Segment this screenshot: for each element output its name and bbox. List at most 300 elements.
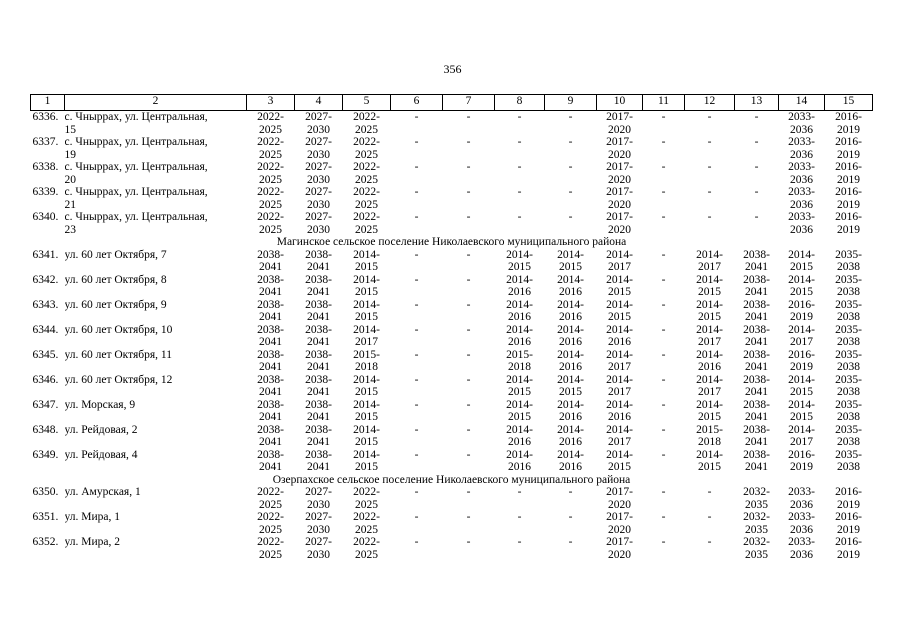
period-start: - xyxy=(466,348,471,361)
period-cell xyxy=(495,111,545,137)
period-start: 2014- xyxy=(506,248,533,261)
header-cell: 11 xyxy=(643,95,685,111)
period-cell xyxy=(735,424,779,449)
period-start: - xyxy=(661,298,666,311)
period-cell xyxy=(295,449,343,474)
period-start: 2014- xyxy=(353,323,380,336)
period-cell xyxy=(825,274,873,299)
period-start: 2014- xyxy=(606,273,633,286)
period-end: 2036 xyxy=(790,123,813,136)
period-cell xyxy=(779,111,825,137)
period-end: 2038 xyxy=(837,261,860,273)
period-start: - xyxy=(414,298,419,311)
period-cell xyxy=(247,324,295,349)
period-end: 2020 xyxy=(608,173,631,186)
period-cell xyxy=(735,186,779,211)
period-cell xyxy=(825,186,873,211)
period-start: - xyxy=(754,111,759,123)
header-cell: 2 xyxy=(65,95,247,111)
period-start: - xyxy=(414,423,419,436)
period-cell xyxy=(545,399,597,424)
period-end: 2018 xyxy=(698,436,721,448)
period-end: 2041 xyxy=(259,386,282,398)
period-cell xyxy=(735,274,779,299)
period-cell xyxy=(735,536,779,561)
period-end: 2015 xyxy=(508,386,531,398)
period-start: - xyxy=(466,448,471,461)
period-cell xyxy=(443,511,495,536)
period-end: 2036 xyxy=(790,548,813,561)
period-cell xyxy=(779,486,825,511)
period-cell xyxy=(545,324,597,349)
header-cell: 8 xyxy=(495,95,545,111)
period-cell xyxy=(825,211,873,236)
row-number: 6352. xyxy=(32,536,59,548)
address-line-1: с. Чныррах, ул. Центральная, xyxy=(64,136,208,148)
period-cell xyxy=(643,374,685,399)
period-cell xyxy=(495,349,545,374)
period-end: 2019 xyxy=(837,123,860,136)
period-cell xyxy=(343,299,391,324)
period-cell xyxy=(643,324,685,349)
period-cell xyxy=(825,349,873,374)
period-end: 2041 xyxy=(307,436,330,448)
period-end: 2036 xyxy=(790,173,813,186)
period-cell xyxy=(825,324,873,349)
period-end: 2030 xyxy=(307,173,330,186)
period-cell xyxy=(545,249,597,274)
period-cell xyxy=(545,111,597,137)
period-cell xyxy=(443,349,495,374)
period-end: 2015 xyxy=(355,261,378,273)
period-cell xyxy=(735,511,779,536)
period-start: 2014- xyxy=(606,448,633,461)
period-cell xyxy=(443,324,495,349)
period-start: 2027- xyxy=(305,511,332,523)
period-cell xyxy=(295,424,343,449)
period-cell xyxy=(295,161,343,186)
period-start: 2014- xyxy=(788,323,815,336)
period-cell xyxy=(643,511,685,536)
period-end: 2019 xyxy=(790,361,813,373)
period-end: 2038 xyxy=(837,411,860,423)
period-start: 2014- xyxy=(788,423,815,436)
period-start: - xyxy=(414,273,419,286)
period-end: 2025 xyxy=(355,523,378,536)
period-cell xyxy=(391,374,443,399)
period-cell xyxy=(735,249,779,274)
period-cell xyxy=(391,211,443,236)
period-start: 2017- xyxy=(606,486,633,498)
period-cell xyxy=(295,186,343,211)
period-end: 2041 xyxy=(307,386,330,398)
period-start: - xyxy=(754,136,759,148)
period-cell xyxy=(735,111,779,137)
period-start: 2016- xyxy=(788,348,815,361)
period-start: - xyxy=(707,111,712,123)
period-end: 2016 xyxy=(608,336,631,348)
address-cell xyxy=(65,449,247,474)
period-end: 2020 xyxy=(608,198,631,211)
period-end: 2041 xyxy=(259,311,282,323)
period-end: 2019 xyxy=(837,548,860,561)
period-start: - xyxy=(661,273,666,286)
period-end: 2025 xyxy=(355,223,378,236)
period-cell xyxy=(735,449,779,474)
period-cell xyxy=(545,349,597,374)
period-cell xyxy=(343,186,391,211)
period-end: 2041 xyxy=(307,411,330,423)
row-number: 6344. xyxy=(32,323,59,336)
period-start: - xyxy=(661,448,666,461)
period-cell xyxy=(685,274,735,299)
period-cell xyxy=(391,299,443,324)
table-row xyxy=(31,486,873,511)
period-end: 2015 xyxy=(698,411,721,423)
period-cell xyxy=(825,511,873,536)
row-number: 6341. xyxy=(32,248,59,261)
period-end: 2015 xyxy=(608,286,631,298)
period-cell xyxy=(247,449,295,474)
address-line-1: с. Чныррах, ул. Центральная, xyxy=(64,111,208,123)
period-start: 2014- xyxy=(557,298,584,311)
period-start: 2027- xyxy=(305,486,332,498)
row-number: 6343. xyxy=(32,298,59,311)
table-row xyxy=(31,536,873,561)
period-cell xyxy=(735,324,779,349)
period-end: 2016 xyxy=(508,461,531,473)
period-start: 2014- xyxy=(557,273,584,286)
header-cell: 10 xyxy=(597,95,643,111)
period-start: - xyxy=(661,211,666,223)
period-cell xyxy=(597,211,643,236)
period-end: 2038 xyxy=(837,436,860,448)
period-start: - xyxy=(414,186,419,198)
period-start: 2016- xyxy=(788,298,815,311)
period-cell xyxy=(495,274,545,299)
address-line-1: ул. 60 лет Октября, 7 xyxy=(64,248,167,261)
address-line-1: ул. 60 лет Октября, 11 xyxy=(64,348,172,361)
period-start: 2033- xyxy=(788,111,815,123)
period-cell xyxy=(545,449,597,474)
period-start: - xyxy=(414,161,419,173)
period-end: 2019 xyxy=(790,311,813,323)
table-body xyxy=(31,111,873,562)
period-cell xyxy=(597,274,643,299)
period-cell xyxy=(735,299,779,324)
address-line-1: ул. Рейдовая, 2 xyxy=(64,423,138,436)
period-end: 2016 xyxy=(559,336,582,348)
period-cell xyxy=(685,111,735,137)
period-start: 2038- xyxy=(743,373,770,386)
period-cell xyxy=(247,136,295,161)
period-start: - xyxy=(517,161,522,173)
period-start: 2038- xyxy=(743,248,770,261)
row-number: 6350. xyxy=(32,486,59,498)
address-line-2: 19 xyxy=(64,148,76,161)
period-cell xyxy=(495,424,545,449)
period-cell xyxy=(247,349,295,374)
row-number: 6337. xyxy=(32,136,59,148)
period-cell xyxy=(597,186,643,211)
period-start: - xyxy=(466,323,471,336)
period-start: 2014- xyxy=(506,398,533,411)
period-start: 2022- xyxy=(353,186,380,198)
row-number: 6347. xyxy=(32,398,59,411)
period-cell xyxy=(495,186,545,211)
period-start: 2022- xyxy=(257,536,284,548)
period-cell xyxy=(343,424,391,449)
row-number: 6340. xyxy=(32,211,59,223)
period-start: 2016- xyxy=(788,448,815,461)
period-cell xyxy=(825,399,873,424)
period-end: 2015 xyxy=(355,286,378,298)
period-cell xyxy=(735,486,779,511)
period-start: - xyxy=(466,248,471,261)
period-cell xyxy=(779,449,825,474)
period-start: 2035- xyxy=(835,323,862,336)
period-start: 2017- xyxy=(606,186,633,198)
header-cell: 15 xyxy=(825,95,873,111)
section-title: Магинское сельское поселение Николаевского муниципального района xyxy=(276,236,627,248)
period-cell xyxy=(391,136,443,161)
period-cell xyxy=(391,424,443,449)
period-end: 2020 xyxy=(608,148,631,161)
period-start: 2014- xyxy=(557,248,584,261)
header-cell: 13 xyxy=(735,95,779,111)
period-cell xyxy=(545,511,597,536)
period-start: 2016- xyxy=(835,111,862,123)
period-cell xyxy=(779,136,825,161)
period-start: 2014- xyxy=(788,248,815,261)
address-line-2: 15 xyxy=(64,123,76,136)
period-cell xyxy=(685,449,735,474)
period-start: 2035- xyxy=(835,373,862,386)
address-cell xyxy=(65,324,247,349)
period-end: 2030 xyxy=(307,198,330,211)
address-cell xyxy=(65,374,247,399)
period-cell xyxy=(343,536,391,561)
period-cell xyxy=(495,486,545,511)
period-cell xyxy=(247,511,295,536)
period-cell xyxy=(597,374,643,399)
period-cell xyxy=(295,399,343,424)
period-cell xyxy=(295,349,343,374)
period-cell xyxy=(779,161,825,186)
table-row xyxy=(31,399,873,424)
period-cell xyxy=(343,274,391,299)
period-end: 2016 xyxy=(559,411,582,423)
period-cell xyxy=(495,136,545,161)
period-start: 2022- xyxy=(353,111,380,123)
period-start: - xyxy=(466,486,471,498)
period-start: 2038- xyxy=(257,298,284,311)
period-start: - xyxy=(466,111,471,123)
period-start: 2033- xyxy=(788,211,815,223)
period-start: 2035- xyxy=(835,298,862,311)
row-number: 6339. xyxy=(32,186,59,198)
period-cell xyxy=(343,374,391,399)
table-row xyxy=(31,511,873,536)
period-start: - xyxy=(661,248,666,261)
period-cell xyxy=(495,324,545,349)
period-start: 2038- xyxy=(257,348,284,361)
period-cell xyxy=(643,449,685,474)
period-start: 2033- xyxy=(788,161,815,173)
period-cell xyxy=(597,424,643,449)
period-start: - xyxy=(707,136,712,148)
period-start: 2038- xyxy=(743,298,770,311)
period-start: - xyxy=(517,486,522,498)
period-end: 2016 xyxy=(508,286,531,298)
period-start: 2014- xyxy=(696,248,723,261)
period-start: 2027- xyxy=(305,111,332,123)
period-start: 2014- xyxy=(353,273,380,286)
period-start: - xyxy=(517,211,522,223)
period-start: 2033- xyxy=(788,186,815,198)
period-end: 2015 xyxy=(508,411,531,423)
address-line-1: ул. 60 лет Октября, 8 xyxy=(64,273,167,286)
period-cell xyxy=(779,399,825,424)
table-row xyxy=(31,136,873,161)
period-end: 2025 xyxy=(259,198,282,211)
period-start: 2014- xyxy=(606,373,633,386)
address-cell xyxy=(65,161,247,186)
address-cell xyxy=(65,536,247,561)
schedule-table xyxy=(30,94,873,561)
period-start: - xyxy=(466,211,471,223)
period-start: 2032- xyxy=(743,536,770,548)
period-start: 2022- xyxy=(257,136,284,148)
period-end: 2015 xyxy=(559,386,582,398)
period-cell xyxy=(779,324,825,349)
period-cell xyxy=(597,536,643,561)
period-start: 2027- xyxy=(305,161,332,173)
period-cell xyxy=(643,536,685,561)
period-end: 2041 xyxy=(745,286,768,298)
period-start: 2022- xyxy=(353,136,380,148)
period-start: 2014- xyxy=(353,448,380,461)
period-cell xyxy=(779,374,825,399)
period-cell xyxy=(825,424,873,449)
period-start: 2014- xyxy=(606,323,633,336)
period-start: 2038- xyxy=(257,448,284,461)
period-cell xyxy=(295,511,343,536)
period-end: 2020 xyxy=(608,498,631,511)
address-cell xyxy=(65,486,247,511)
period-cell xyxy=(597,399,643,424)
period-start: - xyxy=(517,511,522,523)
header-cell: 1 xyxy=(31,95,65,111)
address-cell xyxy=(65,349,247,374)
period-cell xyxy=(597,511,643,536)
period-cell xyxy=(597,161,643,186)
period-start: - xyxy=(414,111,419,123)
period-start: 2022- xyxy=(353,536,380,548)
period-end: 2030 xyxy=(307,148,330,161)
period-end: 2036 xyxy=(790,523,813,536)
period-start: 2017- xyxy=(606,111,633,123)
period-cell xyxy=(443,249,495,274)
period-start: - xyxy=(661,348,666,361)
period-end: 2041 xyxy=(259,461,282,473)
table-row xyxy=(31,324,873,349)
period-start: 2015- xyxy=(696,423,723,436)
address-cell xyxy=(65,274,247,299)
period-cell xyxy=(295,324,343,349)
period-cell xyxy=(295,211,343,236)
period-end: 2036 xyxy=(790,498,813,511)
period-start: 2017- xyxy=(606,211,633,223)
period-cell xyxy=(495,374,545,399)
period-cell xyxy=(343,211,391,236)
period-cell xyxy=(391,449,443,474)
period-end: 2025 xyxy=(259,123,282,136)
period-start: 2014- xyxy=(353,248,380,261)
period-cell xyxy=(643,274,685,299)
period-cell xyxy=(247,161,295,186)
period-end: 2030 xyxy=(307,223,330,236)
period-cell xyxy=(443,211,495,236)
period-cell xyxy=(247,486,295,511)
period-cell xyxy=(343,111,391,137)
row-number: 6345. xyxy=(32,348,59,361)
period-end: 2041 xyxy=(307,286,330,298)
period-cell xyxy=(343,249,391,274)
period-end: 2041 xyxy=(745,436,768,448)
period-start: - xyxy=(754,211,759,223)
period-start: 2014- xyxy=(353,423,380,436)
address-line-2: 23 xyxy=(64,223,76,236)
period-end: 2025 xyxy=(355,173,378,186)
period-end: 2036 xyxy=(790,223,813,236)
period-start: - xyxy=(414,536,419,548)
period-start: - xyxy=(414,448,419,461)
address-line-1: с. Чныррах, ул. Центральная, xyxy=(64,186,208,198)
period-start: 2014- xyxy=(696,373,723,386)
period-cell xyxy=(735,161,779,186)
period-cell xyxy=(643,136,685,161)
address-cell xyxy=(65,249,247,274)
period-end: 2015 xyxy=(698,286,721,298)
period-start: 2016- xyxy=(835,161,862,173)
period-start: 2014- xyxy=(696,348,723,361)
period-end: 2025 xyxy=(355,548,378,561)
period-start: 2038- xyxy=(743,398,770,411)
period-start: 2014- xyxy=(557,423,584,436)
period-start: 2038- xyxy=(743,323,770,336)
period-end: 2025 xyxy=(259,223,282,236)
period-cell xyxy=(391,111,443,137)
period-start: - xyxy=(466,161,471,173)
period-start: 2014- xyxy=(353,298,380,311)
period-start: - xyxy=(466,273,471,286)
period-start: - xyxy=(661,111,666,123)
period-start: 2022- xyxy=(257,511,284,523)
period-start: 2038- xyxy=(305,398,332,411)
period-end: 2035 xyxy=(745,523,768,536)
period-cell xyxy=(443,274,495,299)
period-start: 2014- xyxy=(557,323,584,336)
period-end: 2025 xyxy=(355,198,378,211)
row-number: 6349. xyxy=(32,448,59,461)
period-cell xyxy=(343,449,391,474)
row-number: 6348. xyxy=(32,423,59,436)
period-start: - xyxy=(517,536,522,548)
period-end: 2019 xyxy=(790,461,813,473)
period-cell xyxy=(643,186,685,211)
period-start: - xyxy=(661,323,666,336)
